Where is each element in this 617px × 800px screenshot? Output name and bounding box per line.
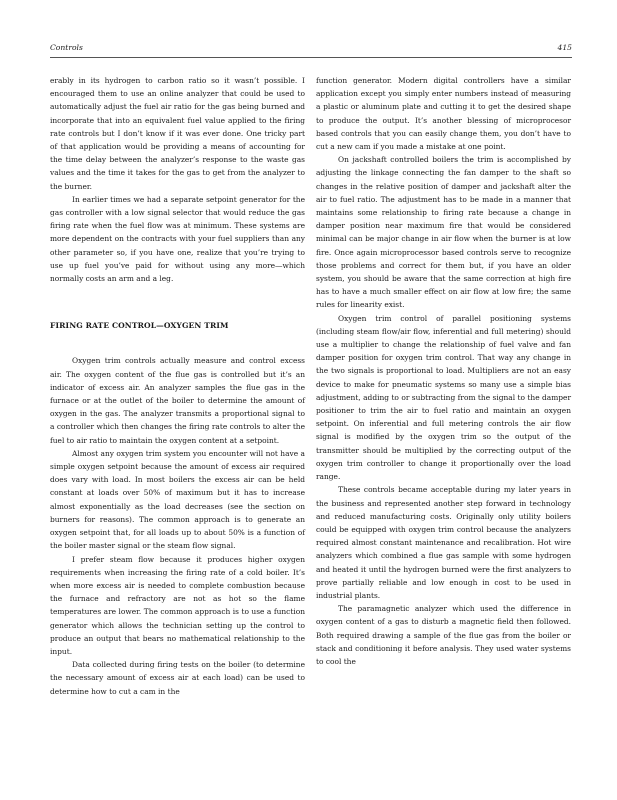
paragraph: The paramagnetic analyzer which used the difference in oxygen content of a gas to disturb a magnetic field then followed. Both required drawing a sample of the flue gas from the boiler or stack and conditioning it before analysis. They used water systems to cool the [316,604,571,666]
section-heading: FIRING RATE CONTROL—OXYGEN TRIM [50,321,229,331]
page-number: 415 [557,43,572,52]
paragraph: function generator. Modern digital controllers have a similar application except you simply enter numbers instead of measuring a plastic or aluminum plate and cutting it to get the desired shape to produce the output. It’s another blessing of microprocesor based controls that you can easily change them, you don’t have to cut a new cam if you made a mistake at one point. [316,76,571,152]
paragraph: Oxygen trim control of parallel positioning systems (including steam flow/air flow, inferential and full metering) should use a multiplier to change the relationship of fuel valve and fan damper position for oxygen trim control. That way any change in the two signals is proportional to load. Multipliers are not an easy device to make for pneumatic systems so many use a simple bias adjustment, adding to or subtracting from the signal to the damper positioner to trim the air to fuel ratio and maintain an oxygen setpoint. On inferential and full metering controls the air flow signal is modified by the oxygen trim so the output of the transmitter should be multiplied by the correcting output of the oxygen trim controller to change it proportionally over the load range. [316,313,571,482]
paragraph: erably in its hydrogen to carbon ratio so it wasn’t possible. I encouraged them to use an online analyzer that could be used to automatically adjust the fuel air ratio for the gas being burned and incorporate that into an equivalent fuel value applied to the firing rate controls but I don’t know if it was ever done. One tricky part of that application would be providing a means of accounting for the time delay between the analyzer’s response to the waste gas values and the time it takes for the gas to get from the analyzer to the burner. [50,76,305,191]
paragraph: Oxygen trim controls actually measure and control excess air. The oxygen content of the flue gas is controlled but it’s an indicator of excess air. An analyzer samples the flue gas in the furnace or at the outlet of the boiler to determine the amount of oxygen in the gas. The analyzer transmits a proportional signal to a controller which then changes the firing rate controls to alter the fuel to air ratio to maintain the oxygen content at a setpoint. [50,356,305,445]
paragraph: On jackshaft controlled boilers the trim is accomplished by adjusting the linkage connecting the fan damper to the shaft so changes in the relative position of damper and jackshaft alter the air to fuel ratio. The adjustment has to be made in a manner that maintains some relationship to firing rate because a change in damper position near maximum fire that would be considered minimal can be major change in air flow when the burner is at low fire. Once again microprocessor based controls serve to recognize those problems and correct for them but, if you have an older system, you should be aware that the same correction at high fire has to have a much smaller effect on air flow at low fire; the same rules for linearity exist. [316,155,571,310]
paragraph: In earlier times we had a separate setpoint generator for the gas controller with a low signal selector that would reduce the gas firing rate when the fuel flow was at minimum. These systems are more dependent on the contracts with your fuel suppliers than any other parameter so, if you have one, realize that you’re trying to use up fuel you’ve paid for without using any more—which normally costs an arm and a leg. [50,194,305,284]
paragraph: Data collected during firing tests on the boiler (to determine the necessary amount of excess air at each load) can be used to determine how to cut a cam in the [50,660,305,696]
left-column [50,74,305,698]
running-header [50,43,572,57]
paragraph: Almost any oxygen trim system you encounter will not have a simple oxygen setpoint because the amount of excess air required does vary with load. In most boilers the excess air can be held constant at loads over 50% of maximum but it has to increase almost exponentially as the load decreases (see the section on burners for reasons). The common approach is to generate an oxygen setpoint that, for all loads up to about 50% is a function of the boiler master signal or the steam flow signal. [50,448,305,551]
paragraph: I prefer steam flow because it produces higher oxygen requirements when increasing the firing rate of a cold boiler. It’s when more excess air is needed to complete combustion because the furnace and refractory are not as hot so the flame temperatures are lower. The common approach is to use a function generator which allows the technician setting up the control to produce an output that bears no mathematical relationship to the input. [50,554,305,656]
paragraph: These controls became acceptable during my later years in the business and represented another step forward in technology and reduced manufacturing costs. Originally only utility boilers could be equipped with oxygen trim control because the analyzers required almost constant maintenance and recalibration. Hot wire analyzers which combined a flue gas sample with some hydrogen and heated it until the hydrogen burned were the first analyzers to prove partially reliable and low enough in cost to be used in industrial plants. [316,485,571,600]
header-rule [50,57,572,58]
right-column [316,74,571,668]
section-title: Controls [50,43,83,52]
